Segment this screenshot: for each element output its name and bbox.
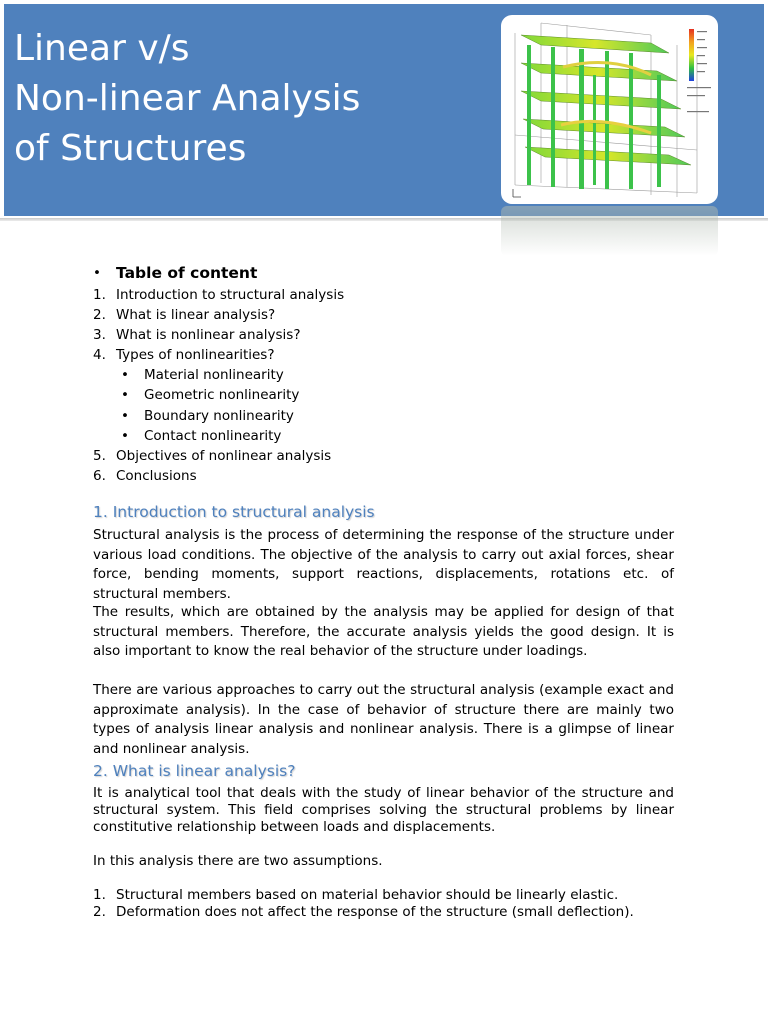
section-1-paragraph-1: Structural analysis is the process of determining the response of the structure under various load conditions. The objective of the analysis to carry out axial forces, shear force, bending moments, support reactions, displacements, rotations etc. of structural members.	[93, 527, 674, 602]
toc-item-number: 6.	[93, 468, 106, 485]
toc-item-label: Objectives of nonlinear analysis	[116, 448, 332, 465]
bullet-icon: •	[93, 265, 101, 281]
toc-item	[93, 466, 693, 486]
toc-subitem-label: Boundary nonlinearity	[144, 407, 294, 424]
toc-item	[93, 345, 693, 365]
bullet-icon: •	[121, 367, 129, 383]
structure-illustration	[501, 15, 718, 204]
toc-subitem	[93, 365, 693, 385]
toc-item-number: 2.	[93, 307, 106, 323]
toc-item-number: 1.	[93, 287, 106, 303]
document-title	[14, 24, 360, 174]
toc-subitem	[93, 385, 693, 405]
toc-subitem-label: Geometric nonlinearity	[144, 387, 300, 404]
toc-subitem	[93, 426, 693, 446]
toc-subitem-label: Contact nonlinearity	[144, 427, 282, 444]
title-line-3: of Structures	[14, 128, 247, 169]
toc-heading-row	[93, 263, 693, 285]
title-line-1: Linear v/s	[14, 28, 190, 69]
toc-item	[93, 325, 693, 345]
list-item-label: Deformation does not affect the response of the structure (small deflection).	[116, 904, 634, 920]
assumptions-list	[93, 887, 674, 921]
toc-subitem-label: Material nonlinearity	[144, 367, 284, 383]
list-item	[93, 904, 674, 921]
toc-heading: Table of content	[116, 264, 258, 282]
toc-item	[93, 305, 693, 325]
list-item-number: 1.	[93, 887, 106, 903]
toc-item-label: What is linear analysis?	[116, 307, 276, 323]
section-1-paragraph-3: There are various approaches to carry out the structural analysis (example exact and approximate analysis). In the case of behavior of structure there are mainly two types of analysis linear analysis and nonlinear analysis. There is a glimpse of linear and nonlinear analysis.	[93, 682, 674, 757]
toc-item-number: 5.	[93, 448, 106, 465]
toc-item-label: Conclusions	[116, 468, 197, 485]
figure-reflection	[501, 206, 718, 256]
section-2-paragraph-2: In this analysis there are two assumptions.	[93, 853, 383, 869]
table-of-contents	[93, 263, 693, 486]
structural-fea-model-icon	[501, 15, 718, 204]
toc-item	[93, 285, 693, 305]
toc-subitem	[93, 406, 693, 426]
toc-item-label: Types of nonlinearities?	[116, 347, 275, 363]
section-2-heading: 2. What is linear analysis?	[93, 762, 296, 780]
section-1-heading: 1. Introduction to structural analysis	[93, 503, 375, 521]
toc-item-label: Introduction to structural analysis	[116, 287, 345, 303]
bullet-icon: •	[121, 427, 129, 444]
toc-item	[93, 446, 693, 466]
list-item-label: Structural members based on material behavior should be linearly elastic.	[116, 887, 619, 903]
list-item	[93, 887, 674, 904]
section-1-paragraph-2: The results, which are obtained by the analysis may be applied for design of that structural members. Therefore, the accurate analysis yields the good design. It is also important to know the real behavior of the structure under loadings.	[93, 604, 674, 660]
bullet-icon: •	[121, 387, 129, 404]
section-2-paragraph-1: It is analytical tool that deals with the study of linear behavior of the structure and structural system. This field comprises solving the structural problems by linear constitutive relationship between loads and displacements.	[93, 785, 674, 835]
bullet-icon: •	[121, 407, 129, 424]
toc-item-number: 3.	[93, 327, 106, 343]
toc-item-label: What is nonlinear analysis?	[116, 327, 301, 343]
toc-item-number: 4.	[93, 347, 106, 363]
list-item-number: 2.	[93, 904, 106, 920]
title-line-2: Non-linear Analysis	[14, 78, 361, 119]
